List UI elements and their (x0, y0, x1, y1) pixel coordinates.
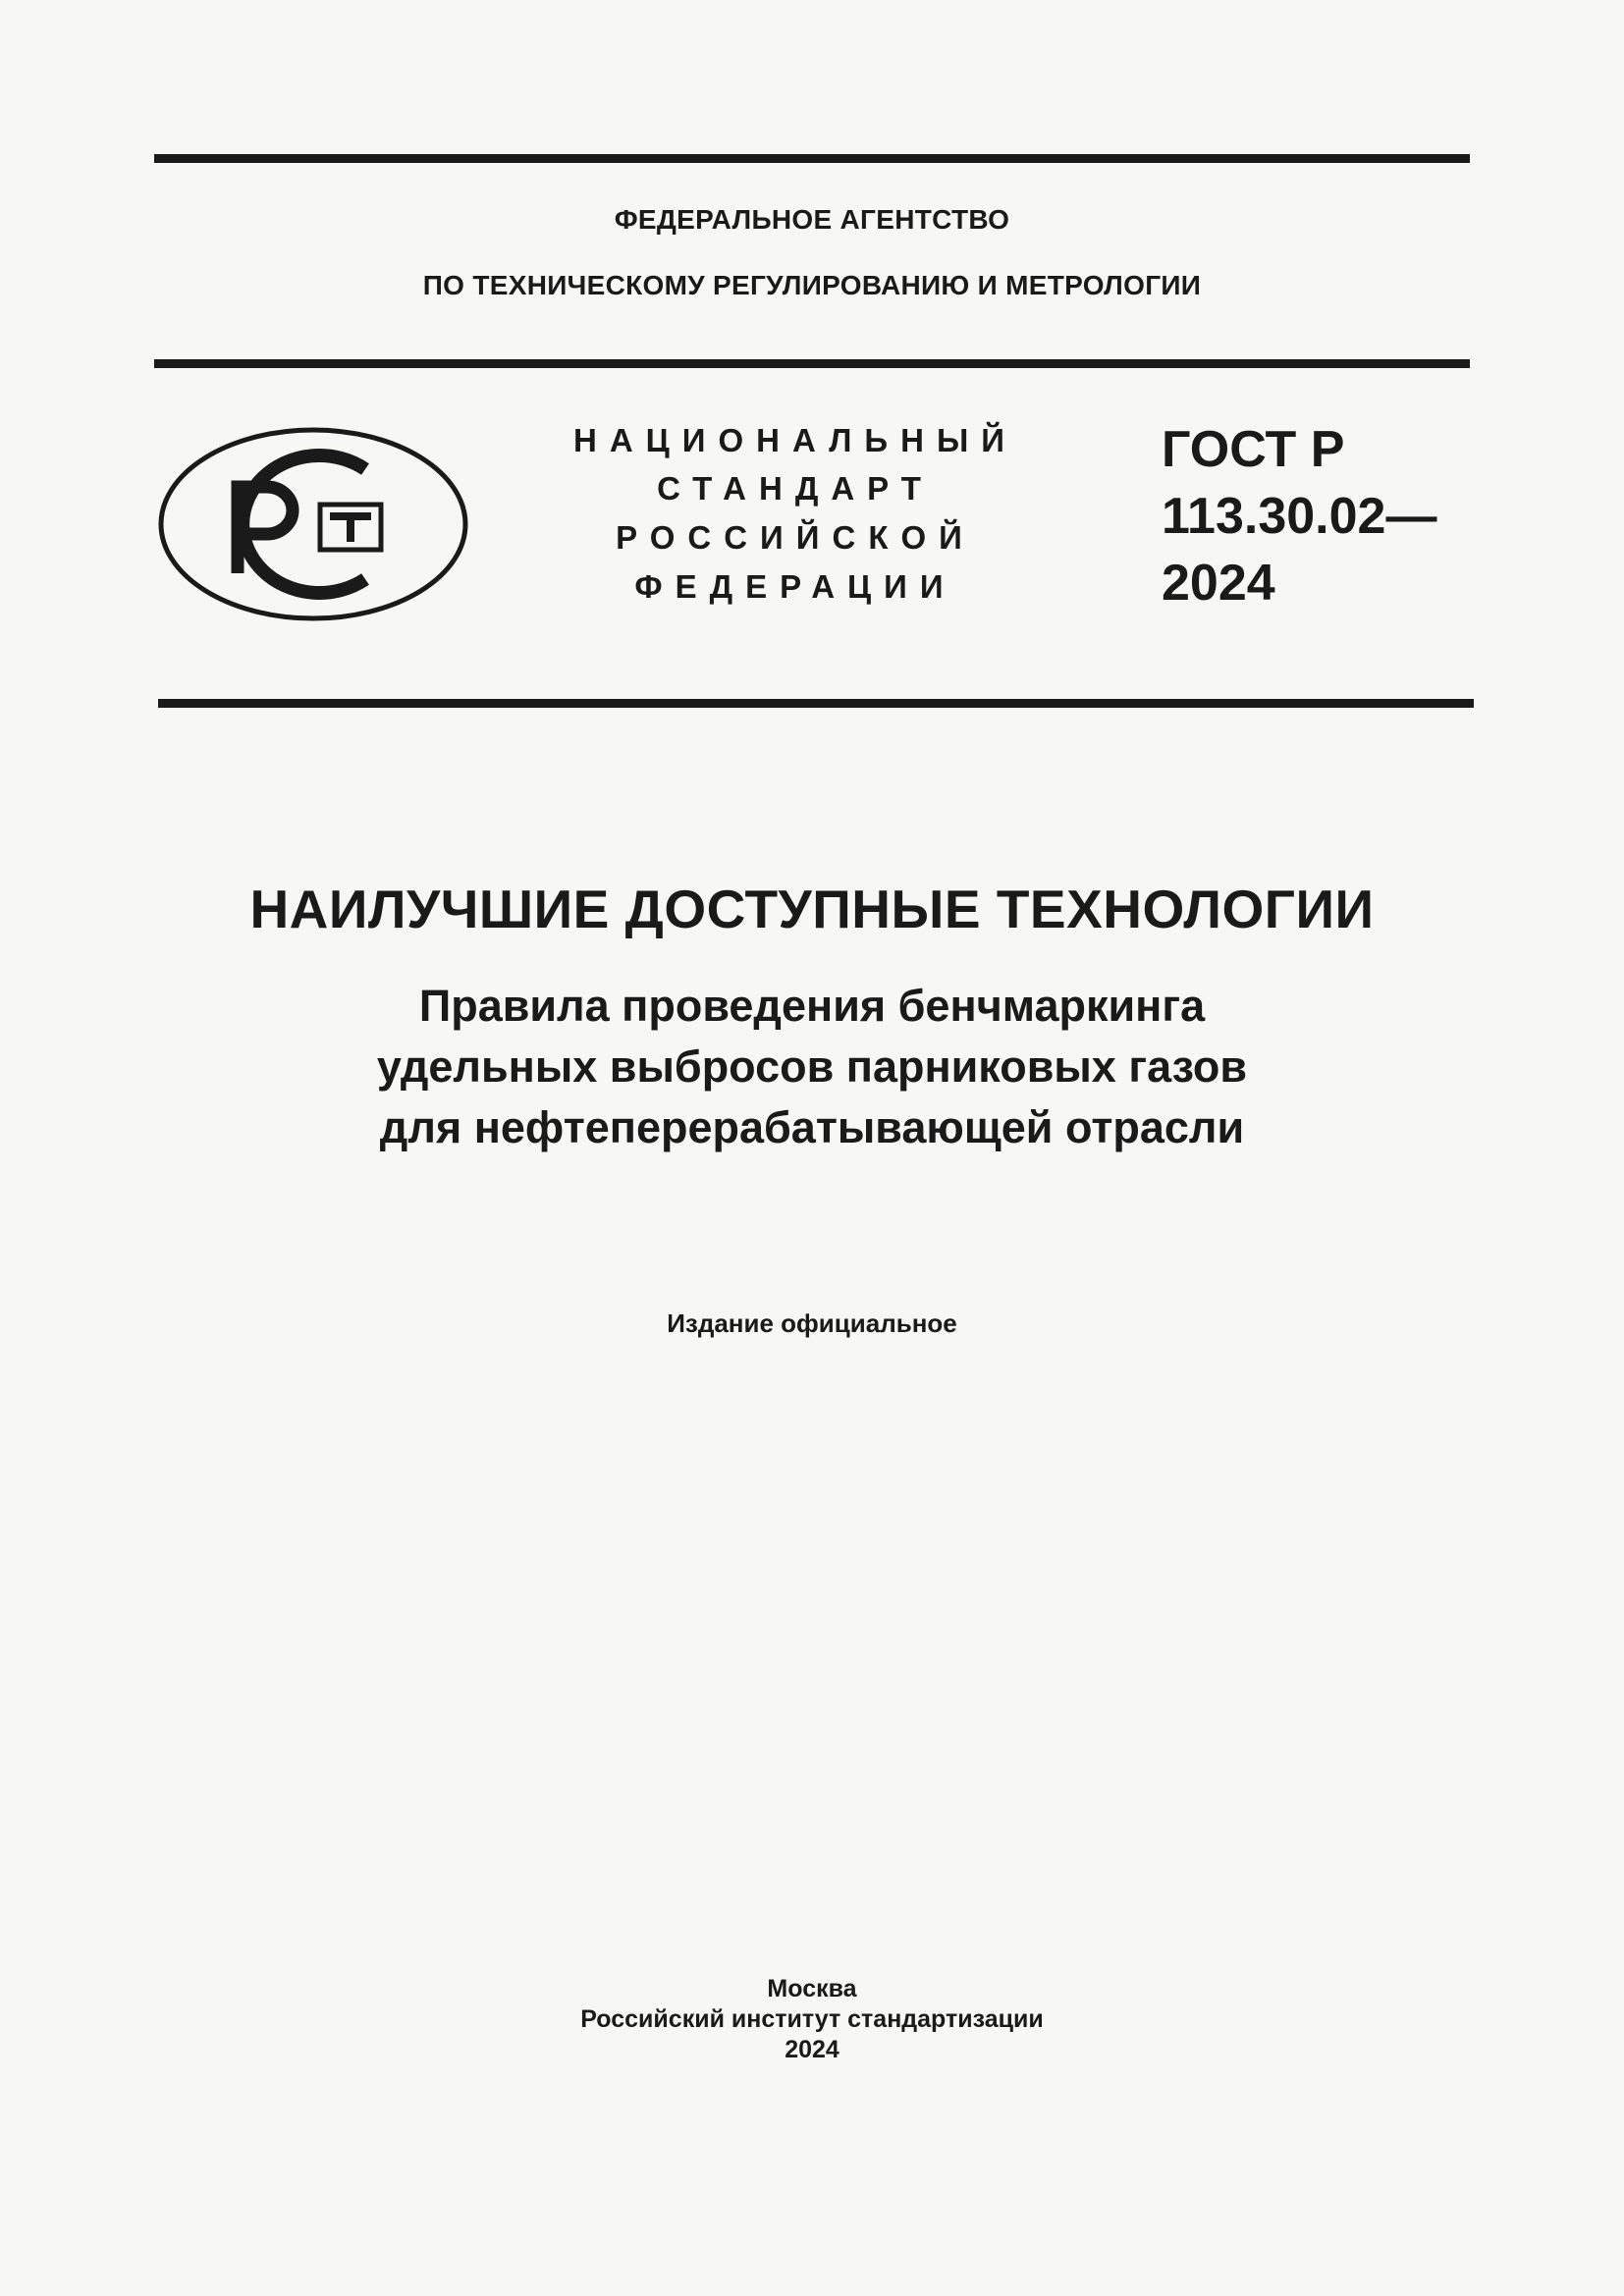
standard-type-line-2: СТАНДАРТ (657, 470, 934, 507)
rst-logo (157, 426, 469, 622)
document-subtitle-line-3: для нефтеперерабатывающей отрасли (379, 1102, 1245, 1152)
publisher-name: Российский институт стандартизации (580, 2005, 1044, 2033)
designation-line-2: 113.30.02— (1162, 488, 1437, 545)
publisher-year: 2024 (785, 2036, 839, 2063)
designation-line-1: ГОСТ Р (1162, 421, 1345, 478)
designation-line-3: 2024 (1162, 555, 1275, 612)
agency-name-line-2: ПО ТЕХНИЧЕСКОМУ РЕГУЛИРОВАНИЮ И МЕТРОЛОГИИ (422, 270, 1202, 300)
standard-type-line-1: НАЦИОНАЛЬНЫЙ (573, 422, 1017, 458)
designation-rule (158, 699, 1474, 708)
document-subtitle-line-1: Правила проведения бенчмаркинга (418, 981, 1206, 1031)
document-title: НАИЛУЧШИЕ ДОСТУПНЫЕ ТЕХНОЛОГИИ (249, 879, 1375, 939)
edition-note: Издание официальное (667, 1308, 957, 1338)
document-subtitle-line-2: удельных выбросов парниковых газов (376, 1041, 1248, 1092)
header-rule (154, 359, 1470, 368)
standard-type-line-3: РОССИЙСКОЙ (616, 519, 975, 556)
rst-certification-logo-icon (157, 426, 469, 622)
agency-name-line-1: ФЕДЕРАЛЬНОЕ АГЕНТСТВО (614, 204, 1010, 235)
publisher-city: Москва (767, 1975, 857, 2002)
top-rule (154, 154, 1470, 163)
standard-type-line-4: ФЕДЕРАЦИИ (634, 568, 956, 605)
